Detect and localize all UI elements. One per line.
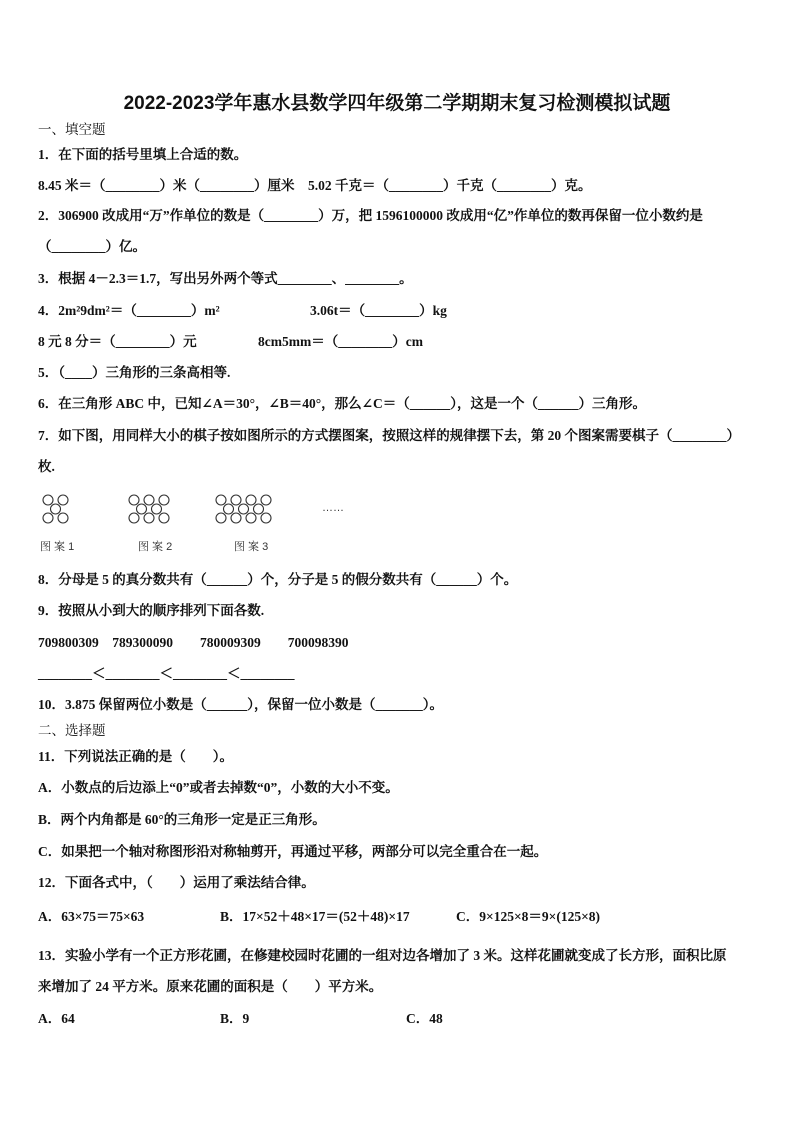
question-4-part-a: 4．2m²9dm²＝（________）m²	[38, 303, 220, 318]
question-10: 10．3.875 保留两位小数是（______），保留一位小数是（_______）。	[38, 697, 443, 712]
question-7-line1: 7．如下图，用同样大小的棋子按如图所示的方式摆图案，按照这样的规律摆下去，第 20 个图案需要棋子（________）	[38, 428, 740, 443]
question-13-line2: 来增加了 24 平方米。原来花圃的面积是（ ）平方米。	[38, 979, 383, 994]
question-12-option-c: C．9×125×8＝9×(125×8)	[456, 909, 601, 924]
question-7-line2: 枚.	[38, 459, 55, 474]
question-6: 6．在三角形 ABC 中，已知∠A＝30°，∠B＝40°，那么∠C＝（______），这是一个（______）三角形。	[38, 396, 646, 411]
pattern-1-pieces	[43, 495, 68, 523]
section-fill-heading: 一、填空题	[38, 122, 106, 137]
question-9-order-blanks: ________＜________＜________＜________	[38, 666, 295, 681]
question-9-stem: 9．按照从小到大的顺序排列下面各数.	[38, 603, 265, 618]
question-3: 3．根据 4－2.3＝1.7，写出另外两个等式________、________。	[38, 271, 413, 286]
question-11-option-c: C．如果把一个轴对称图形沿对称轴剪开，再通过平移，两部分可以完全重合在一起。	[38, 844, 548, 859]
question-1-stem: 1．在下面的括号里填上合适的数。	[38, 147, 248, 162]
pattern-ellipsis: ……	[322, 502, 344, 514]
question-13-option-b: B．9	[220, 1011, 250, 1026]
question-5: 5．（____）三角形的三条高相等.	[38, 365, 231, 380]
section-choice-heading: 二、选择题	[38, 723, 106, 738]
question-13-option-c: C．48	[406, 1011, 443, 1026]
question-8: 8．分母是 5 的真分数共有（______）个，分子是 5 的假分数共有（______）个。	[38, 572, 518, 587]
pattern-3-pieces	[216, 495, 271, 523]
page-title: 2022-2023学年惠水县数学四年级第二学期期末复习检测模拟试题	[123, 93, 671, 114]
question-9-numbers: 709800309 789300090 780009309 700098390	[38, 635, 349, 650]
pattern-3-label: 图 案 3	[234, 541, 269, 553]
question-12-option-b: B．17×52＋48×17＝(52＋48)×17	[220, 909, 410, 924]
question-11-option-a: A．小数点的后边添上“0”或者去掉数“0”，小数的大小不变。	[38, 780, 399, 795]
pattern-1-label: 图 案 1	[40, 541, 75, 553]
question-13-line1: 13．实验小学有一个正方形花圃，在修建校园时花圃的一组对边各增加了 3 米。这样花圃就变成了长方形，面积比原	[38, 948, 727, 963]
pattern-2-pieces	[129, 495, 169, 523]
question-11-option-b: B．两个内角都是 60°的三角形一定是正三角形。	[38, 812, 326, 827]
question-4-part-c: 8 元 8 分＝（________）元	[38, 334, 197, 349]
question-1-blanks: 8.45 米＝（________）米（________）厘米 5.02 千克＝（________）千克（________）克。	[38, 178, 592, 193]
question-2-line1: 2．306900 改成用“万”作单位的数是（________）万，把 1596100000 改成用“亿”作单位的数再保留一位小数约是	[38, 208, 703, 223]
question-4-part-b: 3.06t＝（________）kg	[310, 303, 447, 318]
question-11-stem: 11．下列说法正确的是（ ）。	[38, 749, 234, 764]
chess-pattern-drawing	[38, 490, 358, 534]
question-12-option-a: A．63×75＝75×63	[38, 909, 145, 924]
pattern-2-label: 图 案 2	[138, 541, 173, 553]
question-4-part-d: 8cm5mm＝（________）cm	[258, 334, 423, 349]
question-12-stem: 12．下面各式中，（ ）运用了乘法结合律。	[38, 875, 315, 890]
chess-pattern-figure	[38, 490, 358, 556]
question-13-option-a: A．64	[38, 1011, 75, 1026]
question-2-line2: （________）亿。	[38, 239, 146, 254]
